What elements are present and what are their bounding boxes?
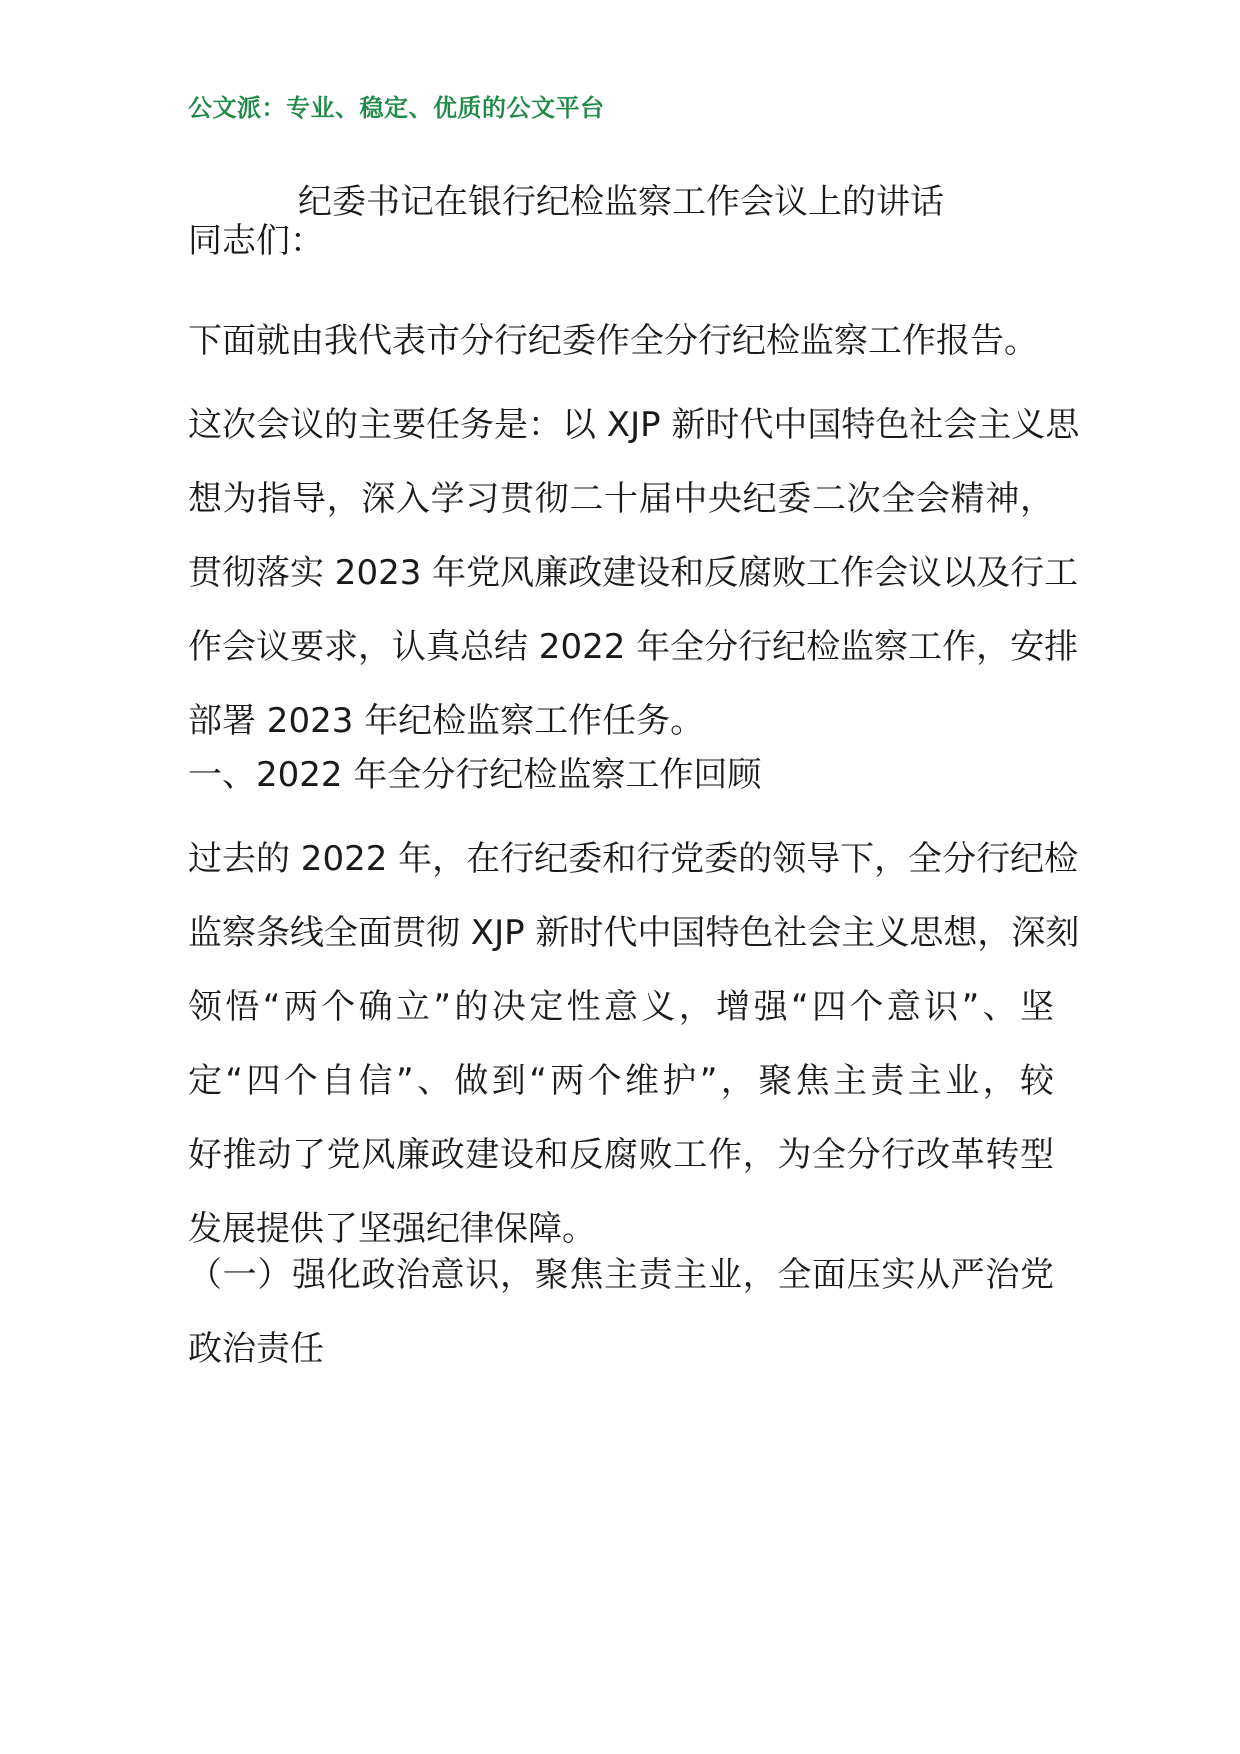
intro-text: 下面就由我代表市分行纪委作全分行纪检监察工作报告。	[188, 321, 1038, 361]
subsection-heading-line: 政治责任	[188, 1329, 324, 1369]
salutation-text: 同志们：	[188, 221, 324, 261]
paragraph-line: 这次会议的主要任务是：以 XJP 新时代中国特色社会主义思	[188, 405, 1080, 445]
subsection-heading-political	[188, 1238, 1054, 1386]
paragraph-line: 领悟“两个确立”的决定性意义，增强“四个意识”、坚	[188, 987, 1054, 1027]
section-heading-text: 一、2022 年全分行纪检监察工作回顾	[188, 755, 762, 795]
paragraph-line: 好推动了党风廉政建设和反腐败工作，为全分行改革转型	[188, 1135, 1054, 1175]
paragraph-line: 发展提供了坚强纪律保障。	[188, 1209, 596, 1249]
salutation	[188, 204, 1054, 278]
paragraph-line: 定“四个自信”、做到“两个维护”，聚焦主责主业，较	[188, 1061, 1054, 1101]
paragraph-line: 想为指导，深入学习贯彻二十届中央纪委二次全会精神，	[188, 479, 1054, 519]
paragraph-review	[188, 822, 1080, 1266]
section-heading-review	[188, 738, 1054, 812]
paragraph-line: 作会议要求，认真总结 2022 年全分行纪检监察工作，安排	[188, 627, 1079, 667]
paragraph-line: 监察条线全面贯彻 XJP 新时代中国特色社会主义思想，深刻	[188, 913, 1080, 953]
paragraph-line: 过去的 2022 年，在行纪委和行党委的领导下，全分行纪检	[188, 839, 1079, 879]
brand-header: 公文派：专业、稳定、优质的公文平台	[188, 94, 605, 122]
subsection-heading-line: （一）强化政治意识，聚焦主责主业，全面压实从严治党	[188, 1255, 1054, 1295]
paragraph-meeting-tasks	[188, 388, 1080, 758]
document-title: 纪委书记在银行纪检监察工作会议上的讲话	[298, 182, 944, 222]
paragraph-line: 部署 2023 年纪检监察工作任务。	[188, 701, 705, 741]
intro-paragraph	[188, 304, 1054, 378]
paragraph-line: 贯彻落实 2023 年党风廉政建设和反腐败工作会议以及行工	[188, 553, 1079, 593]
